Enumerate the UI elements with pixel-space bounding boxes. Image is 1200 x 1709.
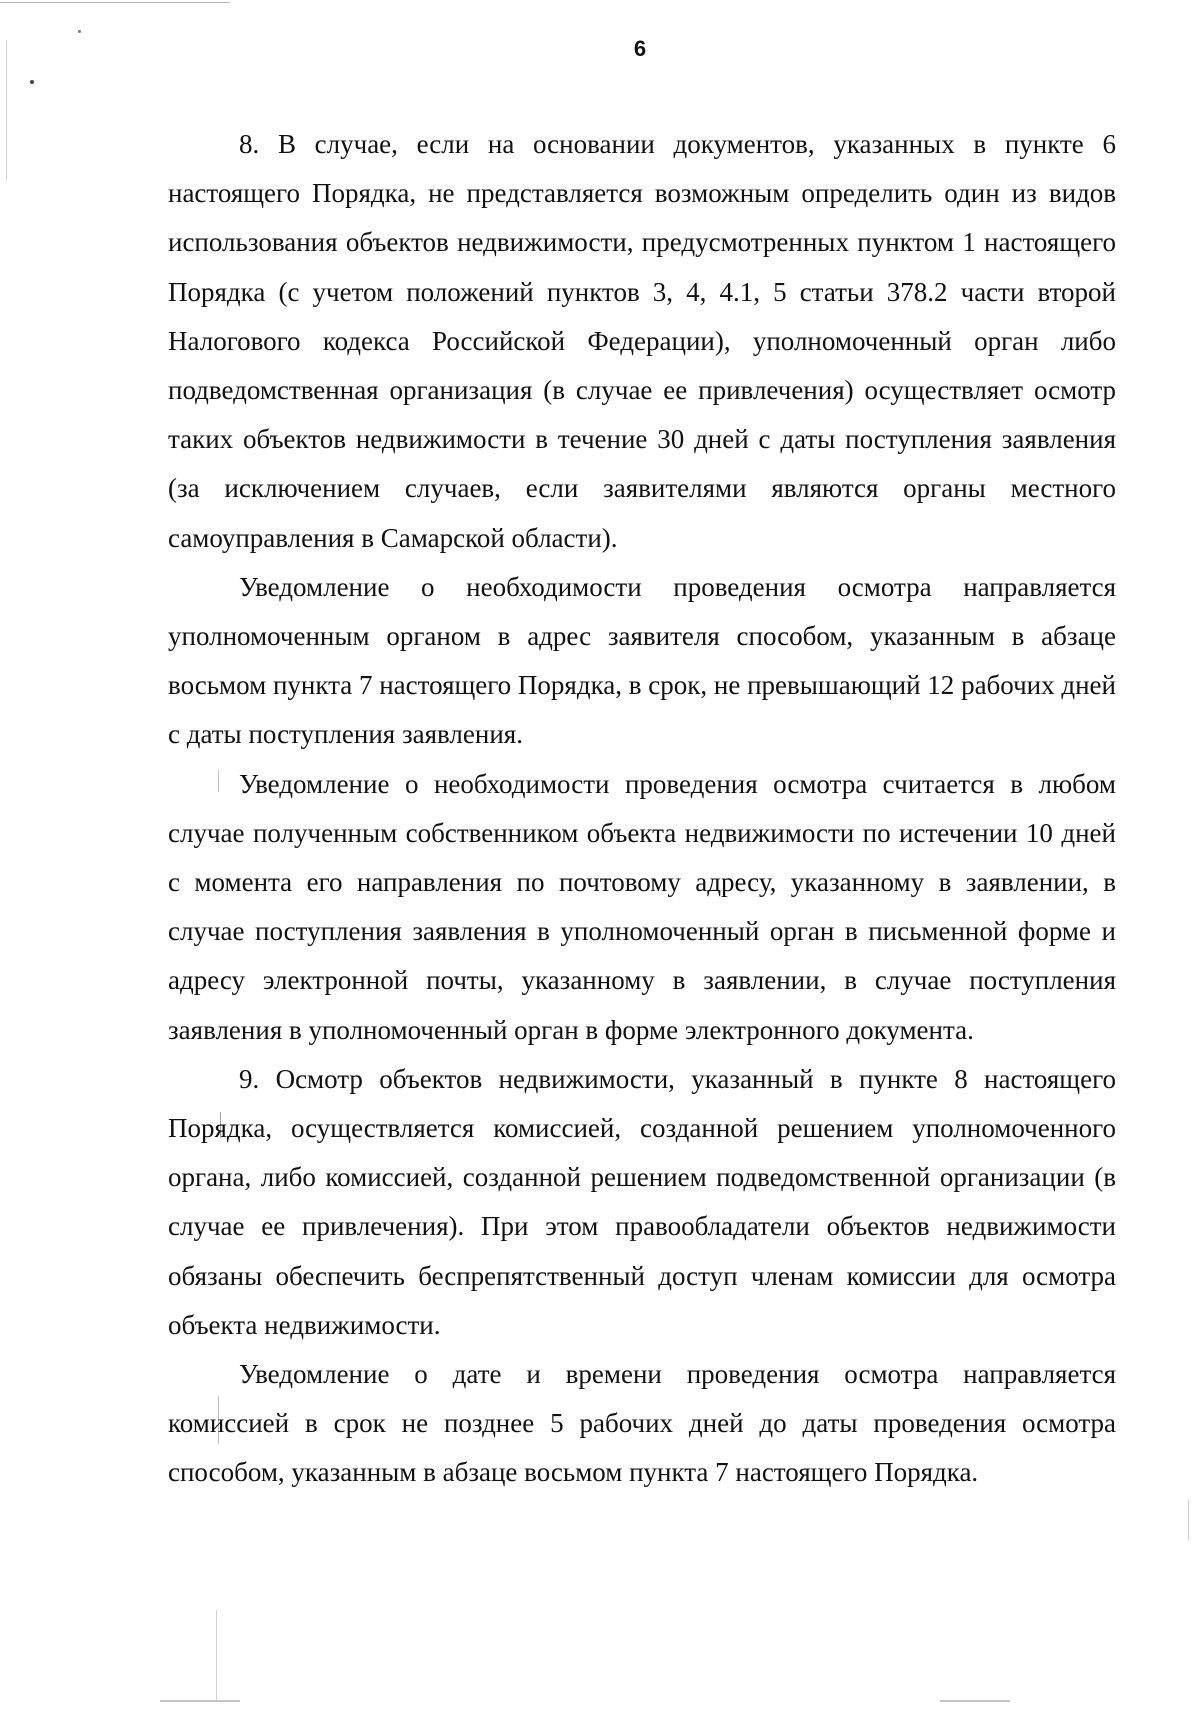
scan-edge-mark [1188, 1500, 1189, 1540]
scan-edge-mark [160, 1700, 240, 1702]
paragraph-notice-received: Уведомление о необходимости проведения осмотра считается в любом случае полученным собственником объекта недвижимости по истечении 10 дней с момента его направления по почтовому адресу, указанному в заявлении, в случае поступления заявления в уполномоченный орган в письменной форме и адресу электронной почты, указанному в заявлении, в случае поступления заявления в уполномоченный орган в форме электронного документа. [168, 768, 1116, 1045]
paragraph-8: 8. В случае, если на основании документов, указанных в пункте 6 настоящего Порядка, не представляется возможным определить один из видов использования объектов недвижимости, предусмотренных пунктом 1 настоящего Порядка (с учетом положений пунктов 3, 4, 4.1, 5 статьи 378.2 части второй Налогового кодекса Российской Федерации), уполномоченный орган либо подведомственная организация (в случае ее привлечения) осуществляет осмотр таких объектов недвижимости в течение 30 дней с даты поступления заявления (за исключением случаев, если заявителями являются органы местного самоуправления в Самарской области). [168, 129, 1116, 553]
document-body [168, 120, 1116, 1498]
scan-dot [78, 30, 81, 33]
scan-edge-mark [216, 1610, 217, 1700]
paragraph-inspection-notice: Уведомление о необходимости проведения осмотра направляется уполномоченным органом в адрес заявителя способом, указанным в абзаце восьмом пункта 7 настоящего Порядка, в срок, не превышающий 12 рабочих дней с даты поступления заявления. [168, 571, 1116, 750]
paragraph-9: 9. Осмотр объектов недвижимости, указанный в пункте 8 настоящего Порядка, осуществляется комиссией, созданной решением уполномоченного органа, либо комиссией, созданной решением подведомственной организации (в случае ее привлечения). При этом правообладатели объектов недвижимости обязаны обеспечить беспрепятственный доступ членам комиссии для осмотра объекта недвижимости. [168, 1063, 1116, 1340]
paragraph-date-notice: Уведомление о дате и времени проведения осмотра направляется комиссией в срок не позднее 5 рабочих дней до даты проведения осмотра способом, указанным в абзаце восьмом пункта 7 настоящего Порядка. [168, 1359, 1116, 1488]
scan-edge-mark [0, 2, 230, 3]
scan-edge-mark [940, 1700, 1010, 1702]
page-number: 6 [633, 36, 647, 61]
scan-dot [30, 80, 34, 84]
